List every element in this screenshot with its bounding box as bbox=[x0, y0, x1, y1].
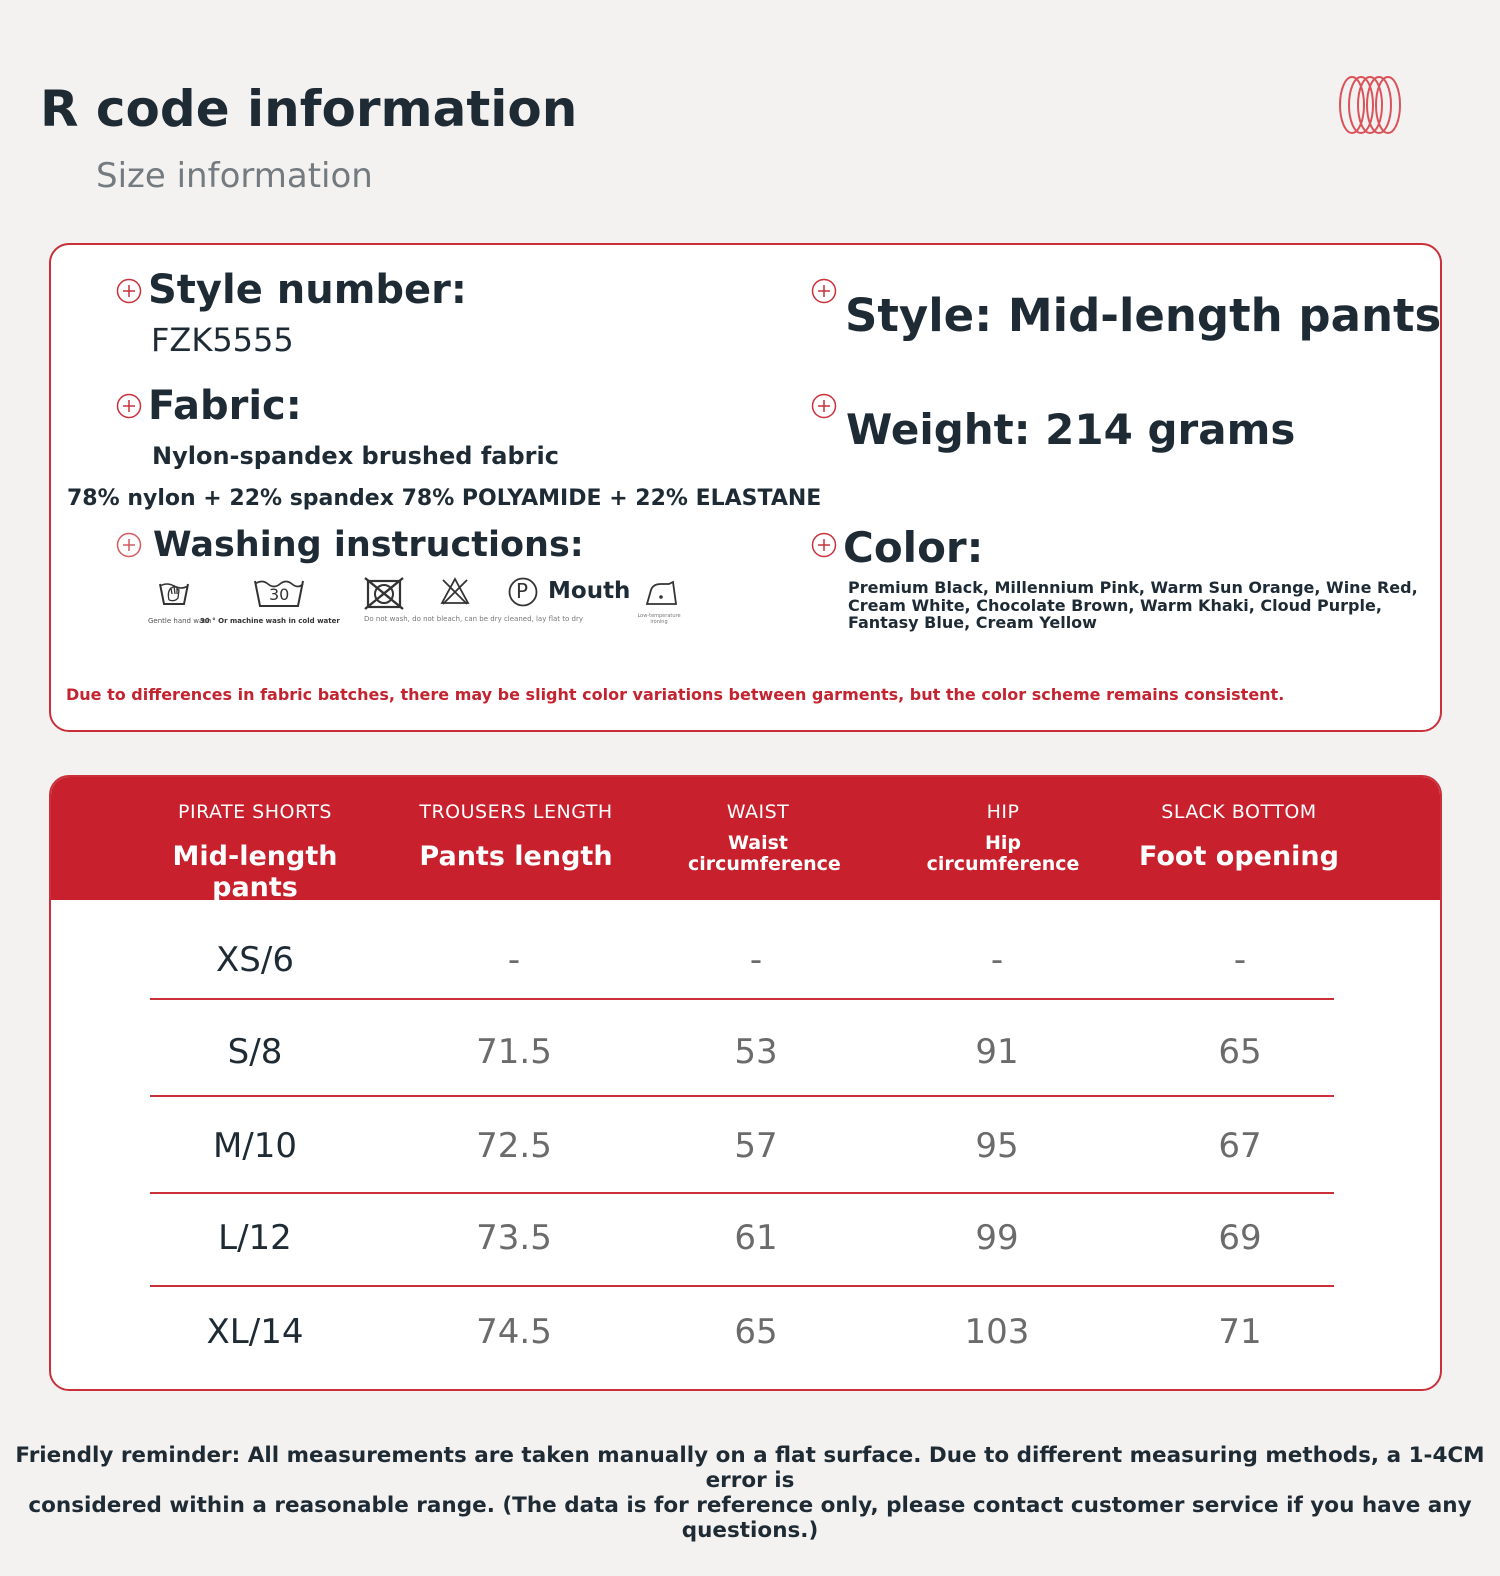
washing-label: Washing instructions: bbox=[153, 525, 584, 565]
plus-circle-icon bbox=[811, 278, 837, 304]
table-row bbox=[51, 913, 1440, 1006]
column-header-label: Mid-length pants bbox=[172, 841, 338, 903]
fabric-value: Nylon-spandex brushed fabric bbox=[152, 442, 559, 470]
fabric-composition: 78% nylon + 22% spandex 78% POLYAMIDE + 22% ELASTANE bbox=[67, 486, 822, 511]
color-label: Color: bbox=[843, 523, 984, 572]
brand-rings-icon bbox=[1338, 74, 1402, 136]
footer-line-1: Friendly reminder: All measurements are taken manually on a flat surface. Due to different measuring methods, a 1-4CM error is bbox=[15, 1443, 1485, 1493]
plus-circle-icon bbox=[116, 532, 142, 558]
cell-waist: 65 bbox=[734, 1311, 778, 1352]
fabric-label: Fabric: bbox=[148, 383, 302, 429]
cell-waist: 57 bbox=[734, 1125, 778, 1166]
batch-note: Due to differences in fabric batches, there may be slight color variations between garments, but the color scheme remains consistent. bbox=[66, 685, 1285, 704]
column-header-en: TROUSERS LENGTH bbox=[419, 801, 613, 823]
column-header-label: Hip circumference bbox=[926, 832, 1080, 875]
column-header-en: PIRATE SHORTS bbox=[178, 801, 332, 823]
cell-waist: 53 bbox=[734, 1031, 778, 1072]
cell-size: S/8 bbox=[227, 1031, 283, 1072]
column-header-en: HIP bbox=[986, 801, 1020, 823]
cell-hip: 99 bbox=[975, 1217, 1019, 1258]
row-divider bbox=[150, 998, 1334, 1000]
plus-circle-icon bbox=[811, 393, 837, 419]
cell-foot: 71 bbox=[1218, 1311, 1262, 1352]
plus-circle-icon bbox=[116, 393, 142, 419]
size-table bbox=[49, 775, 1442, 1391]
cell-size: XS/6 bbox=[216, 939, 294, 980]
plus-circle-icon bbox=[116, 278, 142, 304]
cell-foot: 65 bbox=[1218, 1031, 1262, 1072]
column-header-label: Pants length bbox=[419, 841, 613, 872]
style-number-label: Style number: bbox=[148, 267, 467, 313]
weight-label: Weight: 214 grams bbox=[846, 405, 1296, 454]
cell-length: 74.5 bbox=[476, 1311, 552, 1352]
table-row bbox=[51, 1191, 1440, 1284]
cell-hip: 103 bbox=[964, 1311, 1030, 1352]
cell-foot: - bbox=[1233, 939, 1247, 980]
table-row bbox=[51, 1099, 1440, 1192]
dry-clean-letter: P bbox=[516, 579, 529, 603]
hand-wash-icon bbox=[157, 576, 191, 610]
table-row bbox=[51, 1285, 1440, 1378]
style-number-value: FZK5555 bbox=[151, 321, 294, 359]
cell-hip: 95 bbox=[975, 1125, 1019, 1166]
cell-length: 72.5 bbox=[476, 1125, 552, 1166]
column-header-label: Foot opening bbox=[1139, 841, 1339, 872]
product-info-card bbox=[49, 243, 1442, 732]
cell-size: L/12 bbox=[218, 1217, 292, 1258]
cell-length: - bbox=[507, 939, 521, 980]
table-row bbox=[51, 1005, 1440, 1098]
wash-caption-drycare: Do not wash, do not bleach, can be dry cleaned, lay flat to dry bbox=[364, 615, 583, 623]
row-divider bbox=[150, 1095, 1334, 1097]
iron-low-icon bbox=[643, 576, 681, 608]
style-label: Style: Mid-length pants bbox=[845, 289, 1442, 342]
cell-foot: 69 bbox=[1218, 1217, 1262, 1258]
no-tumble-dry-icon bbox=[361, 575, 407, 611]
no-bleach-icon bbox=[439, 576, 471, 606]
column-header-label: Waist circumference bbox=[688, 832, 841, 875]
footer-line-2: considered within a reasonable range. (The data is for reference only, please contact customer service if you have any questions.) bbox=[28, 1493, 1472, 1543]
dry-clean-word: Mouth bbox=[548, 578, 631, 604]
page-subtitle: Size information bbox=[96, 156, 373, 196]
cell-size: M/10 bbox=[212, 1125, 298, 1166]
cell-length: 71.5 bbox=[476, 1031, 552, 1072]
wash-caption-iron: Low-temperature ironing bbox=[637, 613, 681, 625]
wash-caption-30: 30 ° Or machine wash in cold water bbox=[200, 617, 340, 625]
cell-waist: 61 bbox=[734, 1217, 778, 1258]
wash-30-number: 30 bbox=[269, 585, 290, 604]
color-values: Premium Black, Millennium Pink, Warm Sun Orange, Wine Red, Cream White, Chocolate Brown, Warm Khaki, Cloud Purple, Fantasy Blue, Cream Yellow bbox=[848, 578, 1418, 632]
table-header bbox=[51, 777, 1440, 903]
wash-caption-hand: Gentle hand wash bbox=[148, 617, 212, 625]
cell-length: 73.5 bbox=[476, 1217, 552, 1258]
cell-foot: 67 bbox=[1218, 1125, 1262, 1166]
column-header-en: SLACK BOTTOM bbox=[1161, 801, 1317, 823]
column-header-en: WAIST bbox=[726, 801, 790, 823]
page-title: R code information bbox=[40, 80, 578, 138]
cell-size: XL/14 bbox=[206, 1311, 304, 1352]
cell-hip: 91 bbox=[975, 1031, 1019, 1072]
cell-hip: - bbox=[990, 939, 1004, 980]
cell-waist: - bbox=[749, 939, 763, 980]
footer-reminder bbox=[0, 1443, 1500, 1543]
plus-circle-icon bbox=[811, 532, 837, 558]
